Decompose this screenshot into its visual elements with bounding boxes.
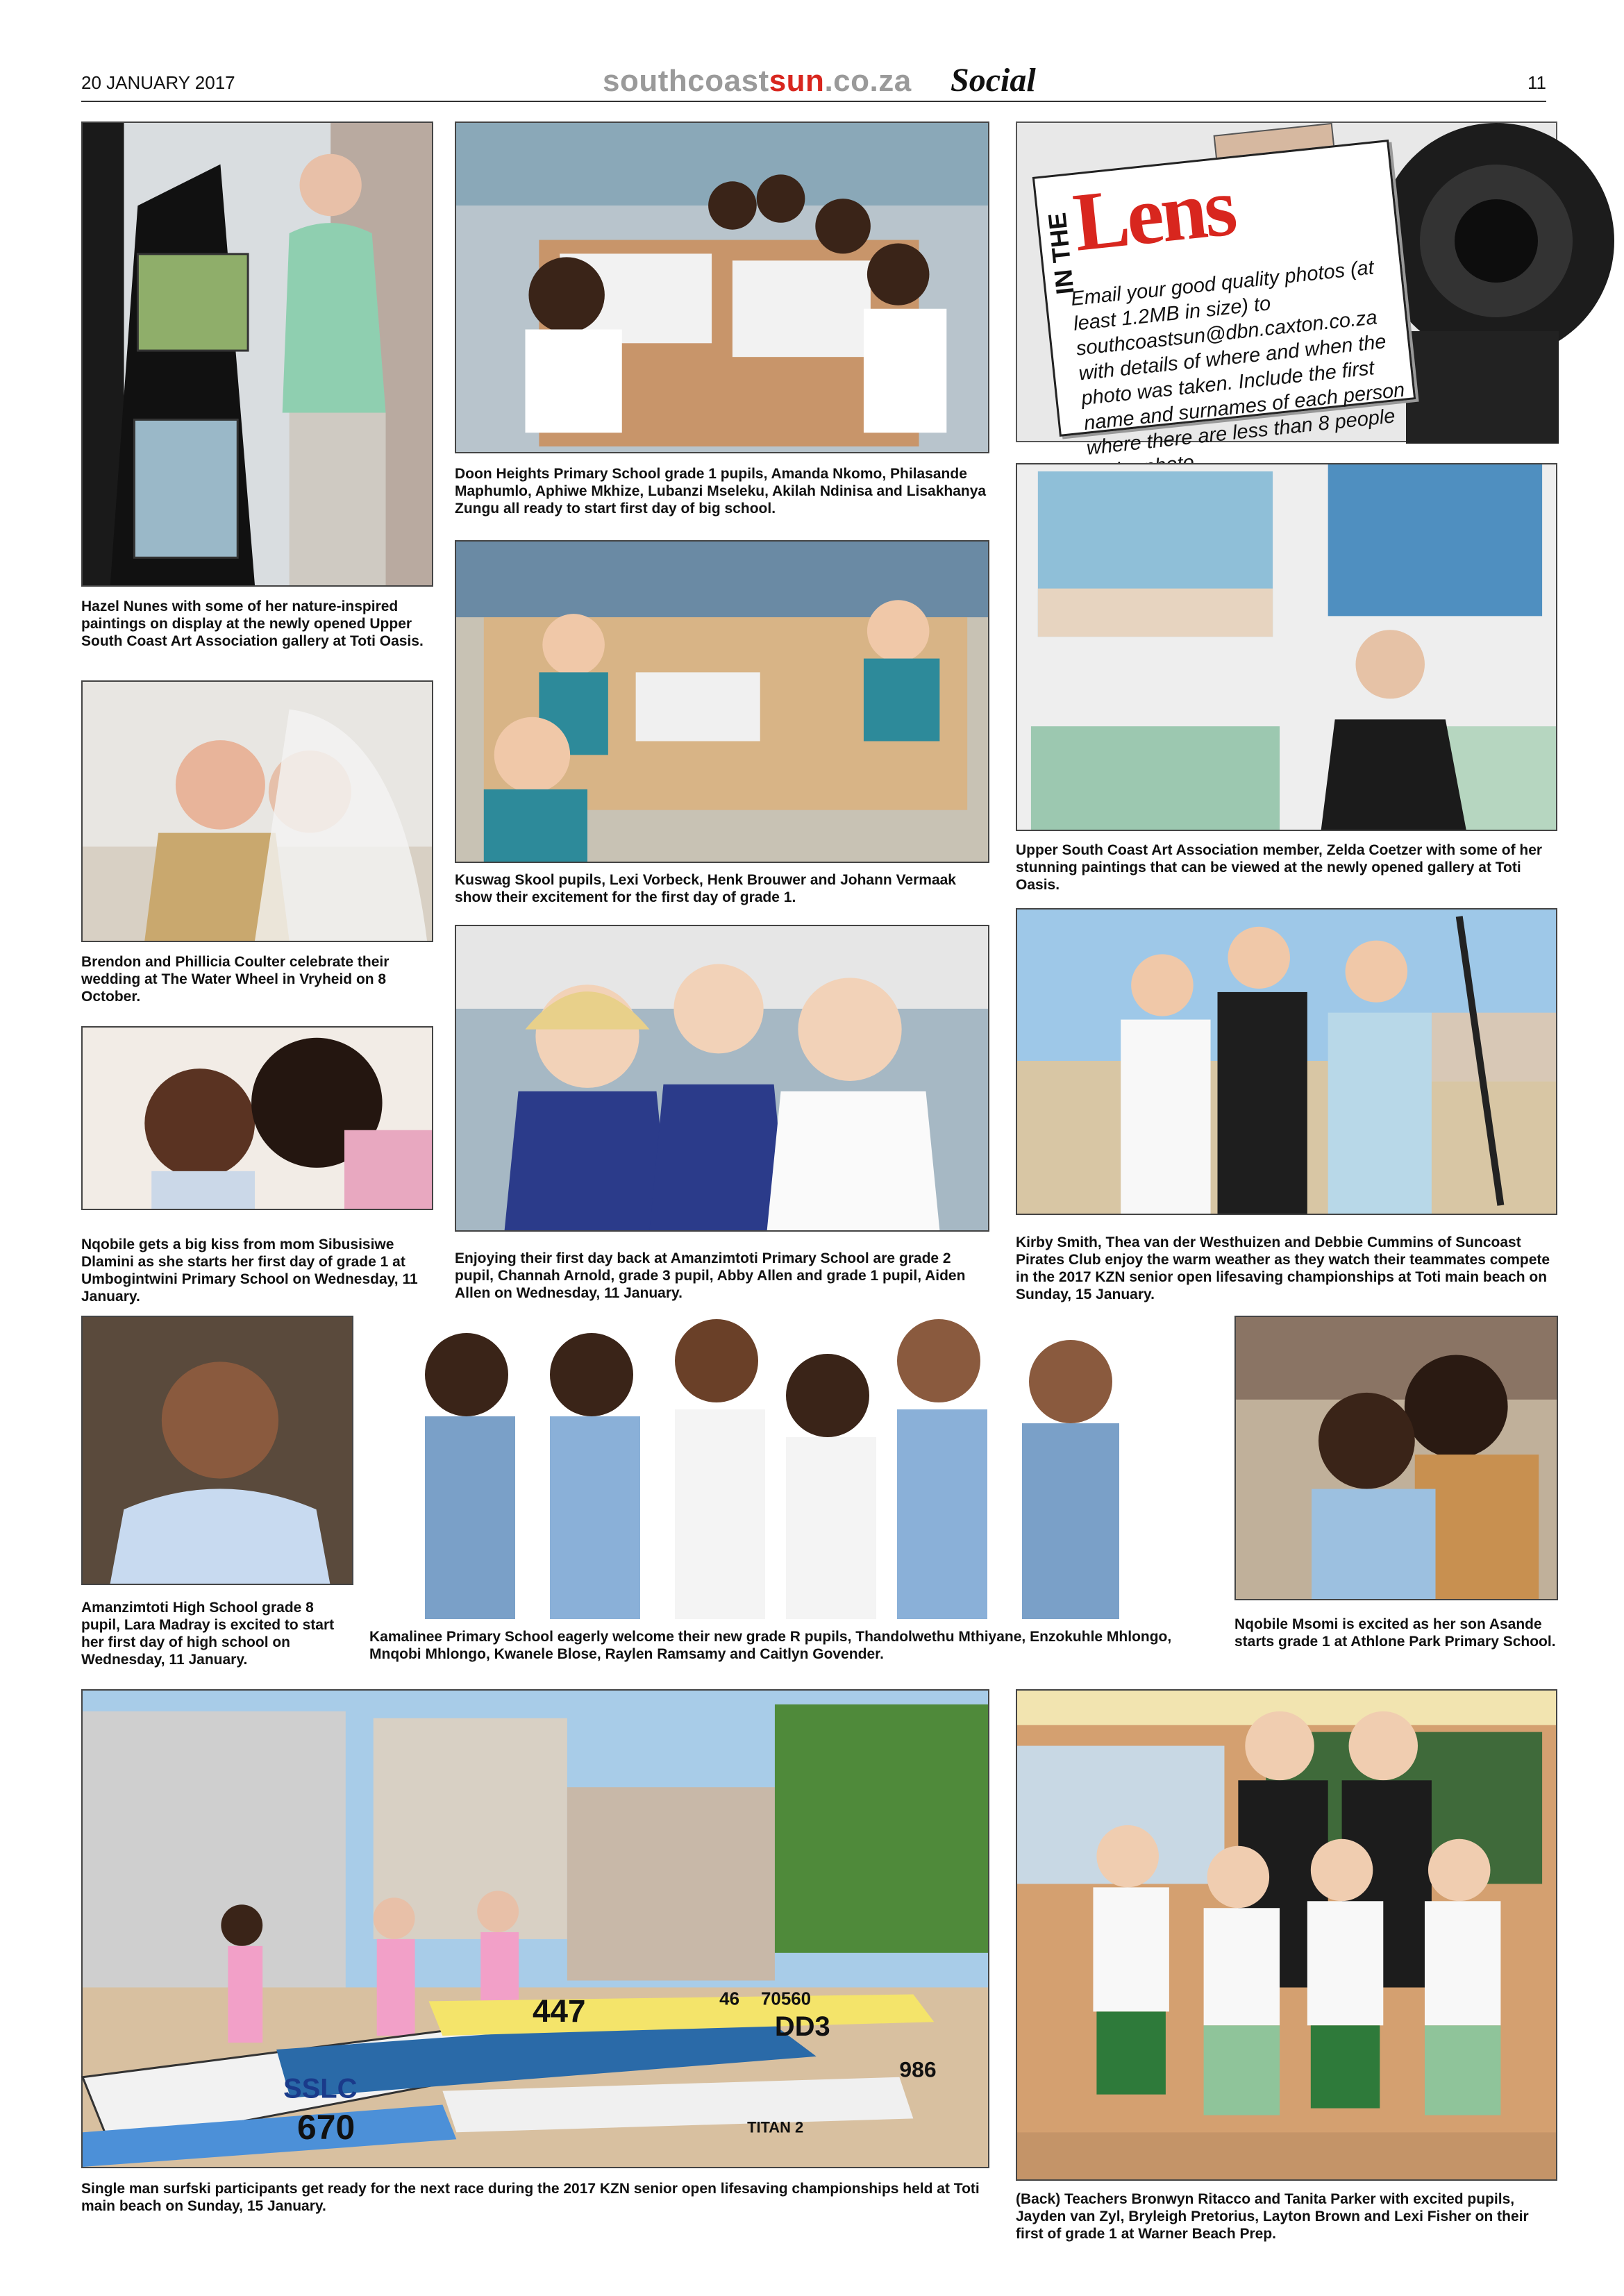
caption-doon-heights: Doon Heights Primary School grade 1 pupils, Amanda Nkomo, Philasande Maphumlo, Aphiwe Mkhize, Lubanzi Mseleku, Akilah Ndinisa and Lisakhanya Zungu all ready to start first day of big school. [455,466,987,517]
caption-lara-madray: Amanzimtoti High School grade 8 pupil, Lara Madray is excited to start her first day of high school on Wednesday, 11 January. [81,1600,335,1668]
caption-athlone-park: Nqobile Msomi is excited as her son Asande starts grade 1 at Athlone Park Primary School. [1234,1616,1556,1650]
page-header [81,62,1546,99]
surfski-label-dd3: DD3 [774,2011,830,2043]
caption-coulter-wedding: Brendon and Phillicia Coulter celebrate their wedding at The Water Wheel in Vryheid on 8 October. [81,954,390,1005]
caption-amanzimtoti-primary: Enjoying their first day back at Amanzimtoti Primary School are grade 2 pupil, Channah Arnold, grade 3 pupil, Abby Allen and grade 1 pupil, Aiden Allen on Wednesday, 11 January. [455,1250,966,1301]
caption-hazel-nunes: Hazel Nunes with some of her nature-inspired paintings on display at the newly opened Upper South Coast Art Association gallery at Toti Oasis. [81,598,424,649]
lens-in-the: IN THE [1042,211,1080,296]
photo-kamalinee-primary [369,1312,1220,1619]
photo-doon-heights [455,121,989,453]
brand-part-1: southcoast [603,64,769,98]
surfski-label-titan: TITAN 2 [747,2118,804,2136]
caption-kamalinee-primary: Kamalinee Primary School eagerly welcome their new grade R pupils, Thandolwethu Mthiyane, Enzokuhle Mhlongo, Mnqobi Mhlongo, Kwanele Blose, Raylen Ramsamy and Caitlyn Govender. [369,1629,1172,1662]
brand-part-2: sun [769,64,825,98]
lens-card [1032,140,1416,460]
caption-zelda-coetzer: Upper South Coast Art Association member, Zelda Coetzer with some of her stunning paintings that can be viewed at the newly opened gallery at Toti Oasis. [1016,842,1543,893]
photo-zelda-coetzer [1016,463,1557,831]
surfski-number-46: 46 [719,1989,740,2009]
photo-surfski-championships [81,1689,989,2168]
header-rule [81,101,1546,102]
page-number: 11 [1527,72,1546,93]
surfski-number-986: 986 [899,2056,937,2082]
section-title: Social [951,62,1036,99]
caption-surfski-championships: Single man surfski participants get ready for the next race during the 2017 KZN senior open lifesaving championships held at Toti main beach on Sunday, 15 January. [81,2181,980,2214]
brand-part-3: .co.za [824,64,912,98]
issue-date: 20 JANUARY 2017 [81,72,235,93]
caption-warner-beach-prep: (Back) Teachers Bronwyn Ritacco and Tanita Parker with excited pupils, Jayden van Zyl, Bryleigh Pretorius, Layton Brown and Lexi Fisher on their first of grade 1 at Warner Beach Prep. [1016,2191,1529,2242]
in-the-lens-panel [1016,121,1557,460]
lens-title: Lens [1069,160,1239,269]
surfski-label-sslc: SSLC [283,2073,358,2104]
photo-kuswag-skool [455,540,989,863]
caption-kuswag-skool: Kuswag Skool pupils, Lexi Vorbeck, Henk Brouwer and Johann Vermaak show their excitement for the first day of grade 1. [455,872,956,905]
surfski-number-447: 447 [533,1993,586,2029]
masthead-logo [603,64,912,99]
photo-nqobile-kiss [81,1026,433,1210]
photo-athlone-park [1234,1316,1558,1600]
photo-amanzimtoti-primary [455,925,989,1232]
caption-nqobile-kiss: Nqobile gets a big kiss from mom Sibusisiwe Dlamini as she starts her first day of grade 1 at Umbogintwini Primary School on Wednesday, 11 January. [81,1237,418,1305]
lens-instructions: Email your good quality photos (at least 1.2MB in size) to southcoastsun@dbn.caxton.co.za with details of where and when the photo was taken. Include the first name and surnames of each person where there are less than 8 people [1069,256,1406,460]
photo-suncoast-pirates [1016,908,1557,1215]
caption-suncoast-pirates: Kirby Smith, Thea van der Westhuizen and Debbie Cummins of Suncoast Pirates Club enjoy the warm weather as they watch their teammates compete in the 2017 KZN senior open lifesaving championships at Toti main beach on Sunday, 15 January. [1016,1234,1550,1302]
surfski-number-70560: 70560 [761,1989,812,2009]
photo-hazel-nunes [81,121,433,587]
photo-coulter-wedding [81,680,433,942]
photo-warner-beach-prep [1016,1689,1557,2181]
surfski-number-670: 670 [297,2108,355,2147]
photo-lara-madray [81,1316,353,1585]
